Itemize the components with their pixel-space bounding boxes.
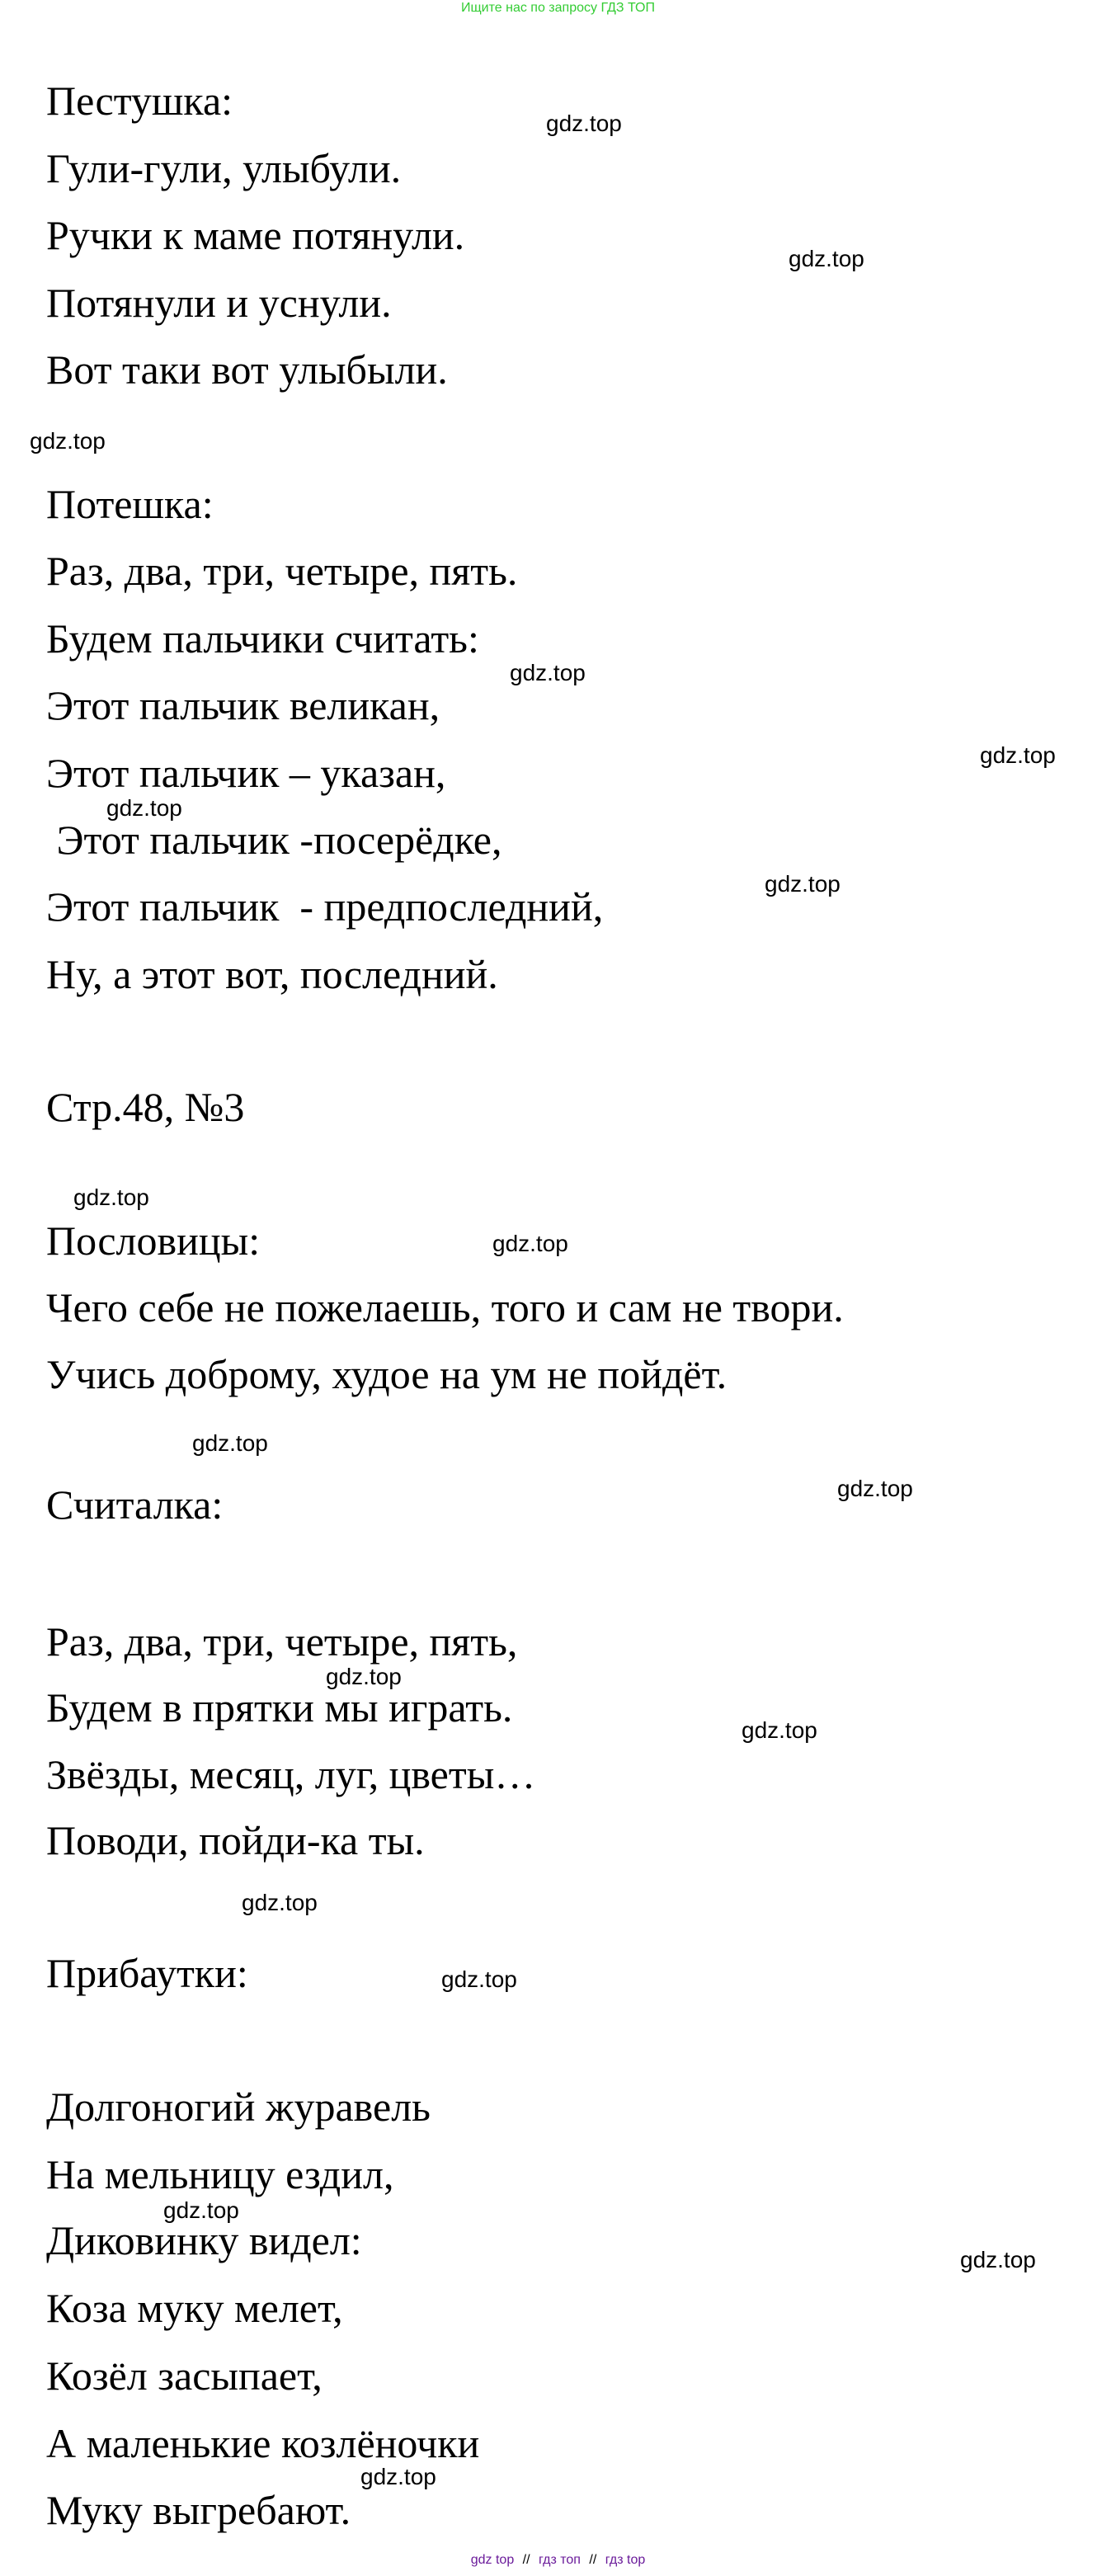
watermark: gdz.top	[980, 742, 1056, 768]
pestushka-line: Гули-гули, улыбули.	[46, 145, 402, 191]
schitalka-line: Звёзды, месяц, луг, цветы…	[46, 1751, 536, 1797]
poslovitsy-line: Учись доброму, худое на ум не пойдёт.	[46, 1351, 728, 1397]
poteshka-line: Этот пальчик - предпоследний,	[46, 883, 604, 930]
pestushka-line: Потянули и уснули.	[46, 280, 392, 326]
poteshka-line: Этот пальчик великан,	[46, 682, 440, 728]
poteshka-title: Потешка:	[46, 481, 214, 527]
pribautki-line: На мельницу ездил,	[46, 2151, 394, 2197]
watermark: gdz.top	[960, 2247, 1036, 2272]
poteshka-line: Ну, а этот вот, последний.	[46, 951, 498, 997]
footer-link[interactable]: гдз топ	[539, 2553, 581, 2567]
watermark: gdz.top	[837, 1476, 913, 1501]
pestushka-line: Ручки к маме потянули.	[46, 212, 465, 258]
watermark: gdz.top	[492, 1231, 568, 1256]
footer-link[interactable]: gdz top	[470, 2553, 515, 2567]
watermark: gdz.top	[242, 1890, 318, 1915]
poslovitsy-title: Пословицы:	[46, 1217, 261, 1264]
footer-separator: //	[589, 2553, 597, 2567]
pestushka-line: Вот таки вот улыбыли.	[46, 346, 448, 393]
watermark: gdz.top	[360, 2464, 436, 2489]
watermark: gdz.top	[742, 1717, 817, 1743]
watermark: gdz.top	[163, 2197, 239, 2223]
pestushka-title: Пестушка:	[46, 78, 233, 124]
schitalka-line: Поводи, пойди-ка ты.	[46, 1817, 425, 1863]
poslovitsy-line: Чего себе не пожелаешь, того и сам не твори.	[46, 1284, 844, 1330]
watermark: gdz.top	[30, 428, 106, 454]
watermark: gdz.top	[510, 660, 586, 685]
watermark: gdz.top	[192, 1430, 268, 1456]
watermark: gdz.top	[441, 1966, 517, 1992]
watermark: gdz.top	[106, 795, 182, 821]
top-banner: Ищите нас по запросу ГДЗ ТОП	[461, 1, 655, 15]
watermark: gdz.top	[546, 111, 622, 136]
footer	[0, 2552, 1116, 2569]
watermark: gdz.top	[326, 1664, 402, 1689]
schitalka-line: Будем в прятки мы играть.	[46, 1684, 513, 1731]
footer-separator: //	[522, 2553, 530, 2567]
poteshka-line: Этот пальчик – указан,	[46, 750, 446, 796]
poteshka-line: Раз, два, три, четыре, пять.	[46, 548, 518, 594]
pribautki-line: А маленькие козлёночки	[46, 2420, 480, 2466]
schitalka-line: Раз, два, три, четыре, пять,	[46, 1618, 518, 1665]
pribautki-line: Коза муку мелет,	[46, 2285, 343, 2331]
watermark: gdz.top	[789, 246, 864, 271]
schitalka-title: Считалка:	[46, 1481, 224, 1528]
poteshka-line: Будем пальчики считать:	[46, 615, 479, 662]
watermark: gdz.top	[765, 871, 841, 897]
pribautki-title: Прибаутки:	[46, 1950, 248, 1996]
pribautki-line: Диковинку видел:	[46, 2217, 362, 2263]
pribautki-line: Муку выгребают.	[46, 2487, 351, 2533]
pribautki-line: Козёл засыпает,	[46, 2352, 323, 2399]
pribautki-line: Долгоногий журавель	[46, 2084, 431, 2130]
footer-link[interactable]: гдз top	[605, 2553, 646, 2567]
poteshka-line: Этот пальчик -посерёдке,	[46, 817, 502, 863]
watermark: gdz.top	[73, 1184, 149, 1210]
task-reference: Стр.48, №3	[46, 1084, 245, 1130]
